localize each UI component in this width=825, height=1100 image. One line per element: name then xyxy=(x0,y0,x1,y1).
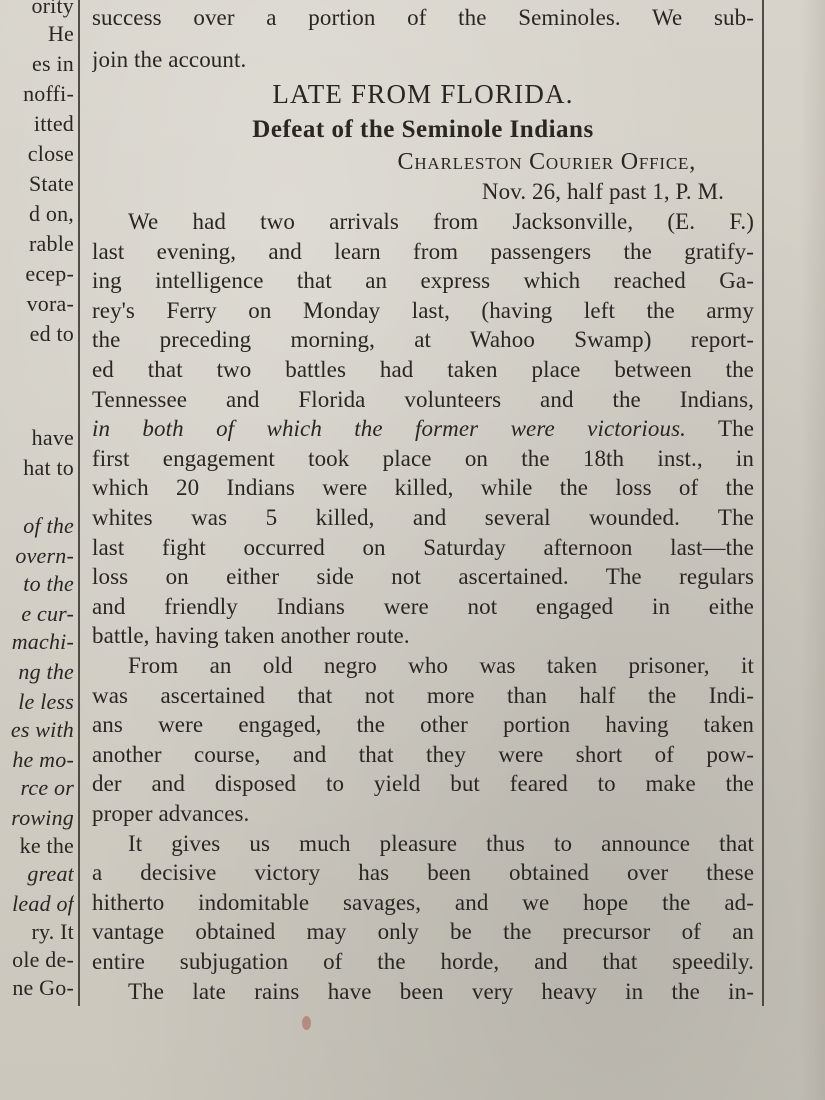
body-line-italic xyxy=(92,415,754,443)
left-fragment: noffi- xyxy=(23,81,74,106)
body-line: and friendly Indians were not engaged in eithe xyxy=(92,594,754,619)
left-fragment: State xyxy=(29,171,74,196)
left-fragment: ecep- xyxy=(25,261,74,286)
left-fragment: to the xyxy=(23,571,74,596)
body-line: The late rains have been very heavy in the in- xyxy=(128,979,754,1004)
left-fragment: great xyxy=(27,861,74,886)
body-line: It gives us much pleasure thus to announce that xyxy=(128,831,754,856)
left-fragment: of the xyxy=(23,513,74,538)
column-rule-right xyxy=(762,0,764,1006)
left-fragment: es in xyxy=(32,51,74,76)
column-rule-left xyxy=(78,0,80,1006)
left-fragment: vora- xyxy=(26,291,74,316)
body-line: a decisive victory has been obtained over these xyxy=(92,860,754,885)
body-line: ed that two battles had taken place between the xyxy=(92,357,754,382)
body-line: ans were engaged, the other portion having taken xyxy=(92,712,754,737)
body-line: whites was 5 killed, and several wounded. The xyxy=(92,505,754,530)
left-fragment: d on, xyxy=(29,201,74,226)
left-fragment: ole de- xyxy=(12,947,74,972)
left-fragment: rowing xyxy=(11,805,74,830)
left-fragment: rce or xyxy=(20,775,74,800)
left-fragment: ng the xyxy=(18,659,74,684)
body-line: the preceding morning, at Wahoo Swamp) report- xyxy=(92,327,754,352)
body-line: was ascertained that not more than half the Indi- xyxy=(92,683,754,708)
italic-phrase: in both of which the former were victorious. xyxy=(92,416,687,441)
body-line: rey's Ferry on Monday last, (having left the army xyxy=(92,298,754,323)
left-fragment: e cur- xyxy=(21,601,74,626)
body-line: vantage obtained may only be the precursor of an xyxy=(92,919,754,944)
intro-line: join the account. xyxy=(92,47,247,72)
body-line: From an old negro who was taken prisoner, it xyxy=(128,653,754,678)
left-fragment: ke the xyxy=(19,833,74,858)
body-line: loss on either side not ascertained. The regulars xyxy=(92,564,754,589)
body-line: battle, having taken another route. xyxy=(92,623,410,648)
body-line: proper advances. xyxy=(92,801,250,826)
left-fragment: close xyxy=(27,141,74,166)
left-fragment: ed to xyxy=(29,321,74,346)
italic-line-tail: The xyxy=(686,416,754,441)
body-line: which 20 Indians were killed, while the loss of the xyxy=(92,475,754,500)
body-line: entire subjugation of the horde, and that speedily. xyxy=(92,949,754,974)
subheadline: Defeat of the Seminole Indians xyxy=(252,116,594,143)
left-fragment: He xyxy=(47,21,74,46)
left-fragment: overn- xyxy=(15,543,74,568)
left-fragment: es with xyxy=(10,717,74,742)
left-fragment: he mo- xyxy=(12,747,74,772)
body-line: We had two arrivals from Jacksonville, (E. F.) xyxy=(128,209,754,234)
body-line: another course, and that they were short of pow- xyxy=(92,742,754,767)
left-fragment: machi- xyxy=(11,629,74,654)
left-column-fragments xyxy=(0,0,74,1000)
body-line: ing intelligence that an express which reached Ga- xyxy=(92,268,754,293)
paper-stain xyxy=(302,1016,311,1030)
body-line: der and disposed to yield but feared to make the xyxy=(92,771,754,796)
left-fragment: ry. It xyxy=(31,919,74,944)
dateline-time: Nov. 26, half past 1, P. M. xyxy=(481,179,724,204)
body-line: hitherto indomitable savages, and we hope the ad- xyxy=(92,890,754,915)
body-line: last fight occurred on Saturday afternoon last—the xyxy=(92,535,754,560)
intro-line: success over a portion of the Seminoles. We sub- xyxy=(92,5,754,30)
left-fragment: have xyxy=(31,425,74,450)
left-fragment: hat to xyxy=(23,455,74,480)
headline: LATE FROM FLORIDA. xyxy=(272,79,574,109)
dateline-office: Charleston Courier Office, xyxy=(397,149,696,175)
body-line: Tennessee and Florida volunteers and the Indians, xyxy=(92,387,754,412)
left-fragment: ority xyxy=(31,0,74,18)
body-line: first engagement took place on the 18th inst., in xyxy=(92,446,754,471)
article-column xyxy=(92,0,754,1006)
left-fragment: ne Go- xyxy=(12,975,74,1000)
left-fragment: itted xyxy=(33,111,74,136)
page-edge-shadow xyxy=(800,0,825,1100)
body-line: last evening, and learn from passengers the gratify- xyxy=(92,239,754,264)
left-fragment: rable xyxy=(29,231,74,256)
left-fragment: le less xyxy=(18,689,74,714)
left-fragment: lead of xyxy=(12,891,74,916)
